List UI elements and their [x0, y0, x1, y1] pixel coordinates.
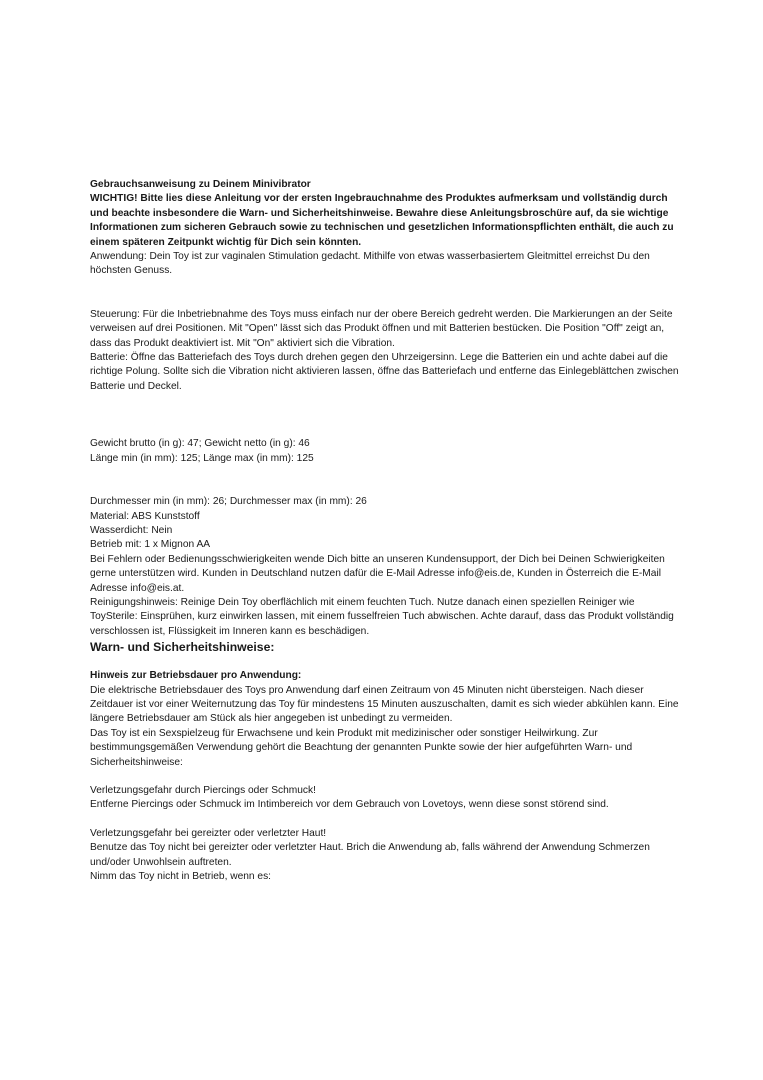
control-paragraph: Steuerung: Für die Inbetriebnahme des Toys muss einfach nur der obere Bereich gedreht werden. Die Markierungen an der Seite verweisen auf drei Positionen. Mit "Open" lässt sich das Produkt öffnen und mit Batterien bestücken. Die Position "Off" zeigt an, dass das Produkt deaktiviert ist. Mit "On" aktiviert sich die Vibration. [90, 308, 673, 349]
spec-line: Gewicht brutto (in g): 47; Gewicht netto (in g): 46 [90, 438, 310, 450]
important-warning: WICHTIG! Bitte lies diese Anleitung vor der ersten Ingebrauchnahme des Produktes aufmerksam und vollständig durch und beachte insbesondere die Warn- und Sicherheitshinweise. Bewahre diese Anleitungsbroschüre auf, da sie wichtige Informationen zum sicheren Gebrauch sowie zu technischen und gesetzlichen Informationspflichten enthält, die auch zu einem späteren Zeitpunkt wichtig für Dich sein könnten. [90, 193, 674, 248]
support-paragraph: Bei Fehlern oder Bedienungsschwierigkeiten wende Dich bitte an unseren Kundensupport, der Dich bei Deinen Schwierigkeiten gerne unterstützen wird. Kunden in Deutschland nutzen dafür die E-Mail Adresse info@eis.de, Kunden in Österreich die E-Mail Adresse info@eis.at. [90, 553, 665, 594]
spec-line: Betrieb mit: 1 x Mignon AA [90, 539, 211, 551]
piercing-text: Entferne Piercings oder Schmuck im Intimbereich vor dem Gebrauch von Lovetoys, wenn diese sonst störend sind. [90, 799, 609, 811]
safety-heading: Warn- und Sicherheitshinweise: [90, 640, 275, 655]
specs-material [90, 495, 680, 553]
do-not-use-line: Nimm das Toy nicht in Betrieb, wenn es: [90, 871, 272, 883]
piercing-title: Verletzungsgefahr durch Piercings oder Schmuck! [90, 785, 316, 796]
piercing-section [90, 784, 680, 813]
document-title: Gebrauchsanweisung zu Deinem Minivibrator [90, 179, 311, 190]
usage-paragraph: Anwendung: Dein Toy ist zur vaginalen Stimulation gedacht. Mithilfe von etwas wasserbasiertem Gleitmittel erreichst Du den höchsten Genuss. [90, 251, 650, 277]
duration-section [90, 669, 680, 727]
spec-line: Wasserdicht: Nein [90, 524, 173, 536]
skin-text: Benutze das Toy nicht bei gereizter oder verletzter Haut. Brich die Anwendung ab, falls während der Anwendung Schmerzen und/oder Unwohlsein auftreten. [90, 842, 650, 868]
skin-section [90, 827, 680, 870]
battery-paragraph: Batterie: Öffne das Batteriefach des Toys durch drehen gegen den Uhrzeigersinn. Lege die Batterien ein und achte dabei auf die richtige Polung. Sollte sich die Vibration nicht aktivieren lassen, öffne das Batteriefach und entferne das Einlegeblättchen zwischen Batterie und Deckel. [90, 352, 679, 392]
control-section [90, 308, 680, 394]
spec-line: Durchmesser min (in mm): 26; Durchmesser max (in mm): 26 [90, 496, 367, 508]
spec-line: Länge min (in mm): 125; Länge max (in mm): 125 [90, 452, 314, 464]
document-page [90, 178, 680, 884]
spec-line: Material: ABS Kunststoff [90, 510, 200, 522]
specs-weight-length [90, 437, 680, 466]
duration-heading: Hinweis zur Betriebsdauer pro Anwendung: [90, 670, 302, 682]
cleaning-paragraph: Reinigungshinweis: Reinige Dein Toy oberflächlich mit einem feuchten Tuch. Nutze danach einen speziellen Reiniger wie ToySterile: Einsprühen, kurz einwirken lassen, mit einem fusselfreien Tuch abwischen. Achte darauf, dass das Produkt vollständig verschlossen ist, Flüssigkeit im Inneren kann es beschädigen. [90, 596, 674, 637]
adult-toy-paragraph: Das Toy ist ein Sexspielzeug für Erwachsene und kein Produkt mit medizinischer oder sonstiger Heilwirkung. Zur bestimmungsgemäßen Verwendung gehört die Beachtung der genannten Punkte sowie der hier aufgeführten Warn- und Sicherheitshinweise: [90, 727, 633, 768]
skin-title: Verletzungsgefahr bei gereizter oder verletzter Haut! [90, 827, 327, 839]
duration-paragraph: Die elektrische Betriebsdauer des Toys pro Anwendung darf einen Zeitraum von 45 Minuten nicht übersteigen. Nach dieser Zeitdauer ist vor einer Weiternutzung das Toy für mindestens 15 Minuten auszuschalten, damit es sich wieder abkühlen kann. Eine längere Betriebsdauer am Stück als hier angegeben ist unbedingt zu vermeiden. [90, 684, 679, 725]
